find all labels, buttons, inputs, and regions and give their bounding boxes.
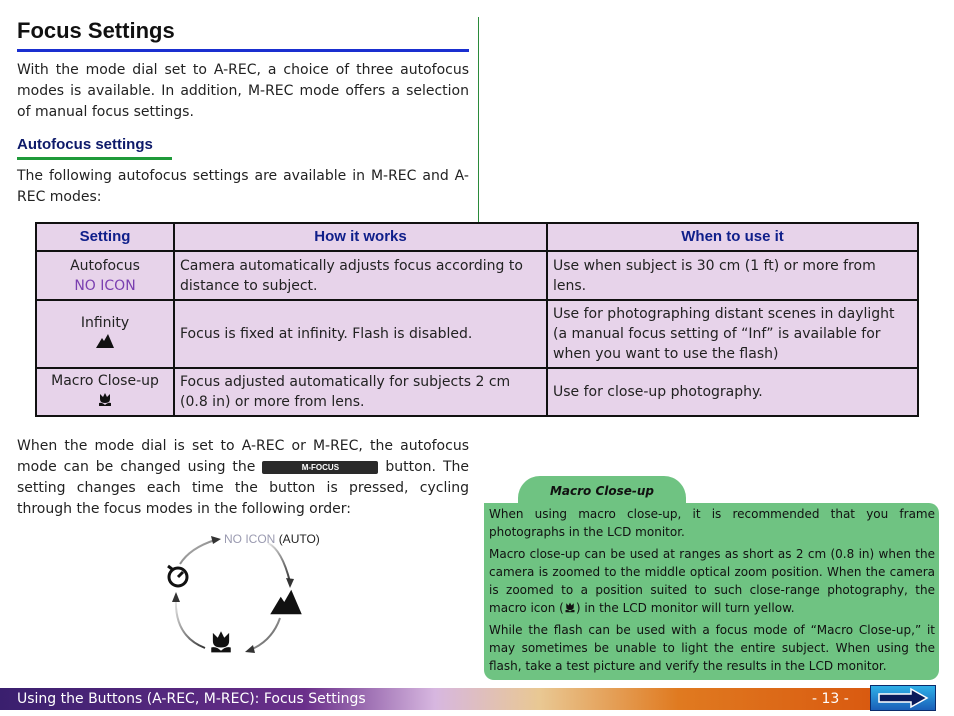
setting-name: Autofocus [70,257,140,274]
no-icon-label: NO ICON [74,277,136,294]
table-row [36,251,918,300]
when-cell: Use for photographing distant scenes in daylight (a manual focus setting of “Inf” is available for when you want to use the flash) [547,300,918,368]
setting-cell [36,251,174,300]
mode-text-before: When the mode dial is set to A-REC or M-REC, the autofocus mode can be changed using the [17,438,469,475]
header-setting: Setting [36,223,174,251]
flower-icon [97,391,113,407]
mountain-icon [270,588,302,616]
mode-text-after: button. The setting changes each time the button is pressed, cycling through the focus modes in the following order: [17,459,470,517]
title-rule [17,49,469,52]
when-cell: Use for close-up photography. [547,368,918,416]
subheading-rule [17,157,172,160]
cycle-auto-label [224,532,320,546]
autofocus-subheading: Autofocus settings [17,136,153,153]
table-row [36,368,918,416]
note-paragraph: While the flash can be used with a focus mode of “Macro Close-up,” it may sometimes be unable to light the entire subject. When using the flash, take a test picture and verify the results in the LCD monitor. [489,623,935,673]
availability-paragraph: The following autofocus settings are available in M-REC and A-REC modes: [17,168,469,205]
header-how: How it works [174,223,547,251]
cycle-arrow [180,540,215,564]
no-icon-label: NO ICON [224,532,276,546]
mode-change-paragraph [17,436,469,520]
mountain-icon [96,333,114,349]
setting-cell [36,368,174,416]
note-paragraph: When using macro close-up, it is recommended that you frame photographs in the LCD monitor. [489,507,935,539]
focus-cycle-diagram [150,528,410,668]
note-paragraph [489,545,935,617]
page-number: - 13 - [812,691,849,707]
header-when: When to use it [547,223,918,251]
setting-name: Infinity [80,315,130,331]
how-cell: Focus adjusted automatically for subjects 2 cm (0.8 in) or more from lens. [174,368,547,416]
note-text: Macro close-up can be used at ranges as short as 2 cm (0.8 in) when the camera is zoomed to the middle optical zoom position. When the camera is zoomed to a position suited to such close-range photography, the macro icon ( [489,547,935,615]
intro-paragraph: With the mode dial set to A-REC, a choice of three autofocus modes is available. In addition, M-REC mode offers a selection of manual focus settings. [17,62,469,120]
table-row [36,300,918,368]
footer-section-title: Using the Buttons (A-REC, M-REC): Focus Settings [17,691,366,707]
table-header-row [36,223,918,251]
cycle-arrow [176,598,205,648]
focus-settings-table [35,222,919,417]
auto-label: (AUTO) [278,532,320,546]
flower-icon [208,628,234,654]
setting-cell [36,300,174,368]
cycle-arrow [268,543,290,582]
column-divider [478,17,479,222]
focus-button-graphic [262,461,378,474]
macro-note-box [484,503,939,680]
next-page-button[interactable] [870,685,936,711]
self-timer-icon [164,562,192,590]
page-title: Focus Settings [17,18,175,43]
setting-name: Macro Close-up [51,373,159,389]
cycle-arrow [250,618,280,650]
note-text: ) in the LCD monitor will turn yellow. [575,601,795,615]
note-title-tab: Macro Close-up [518,476,686,508]
how-cell: Camera automatically adjusts focus according to distance to subject. [174,251,547,300]
arrow-right-icon [871,686,935,710]
how-cell: Focus is fixed at infinity. Flash is disabled. [174,300,547,368]
flower-icon [564,601,576,613]
focus-button-label: M-FOCUS [301,462,340,472]
when-cell: Use when subject is 30 cm (1 ft) or more from lens. [547,251,918,300]
